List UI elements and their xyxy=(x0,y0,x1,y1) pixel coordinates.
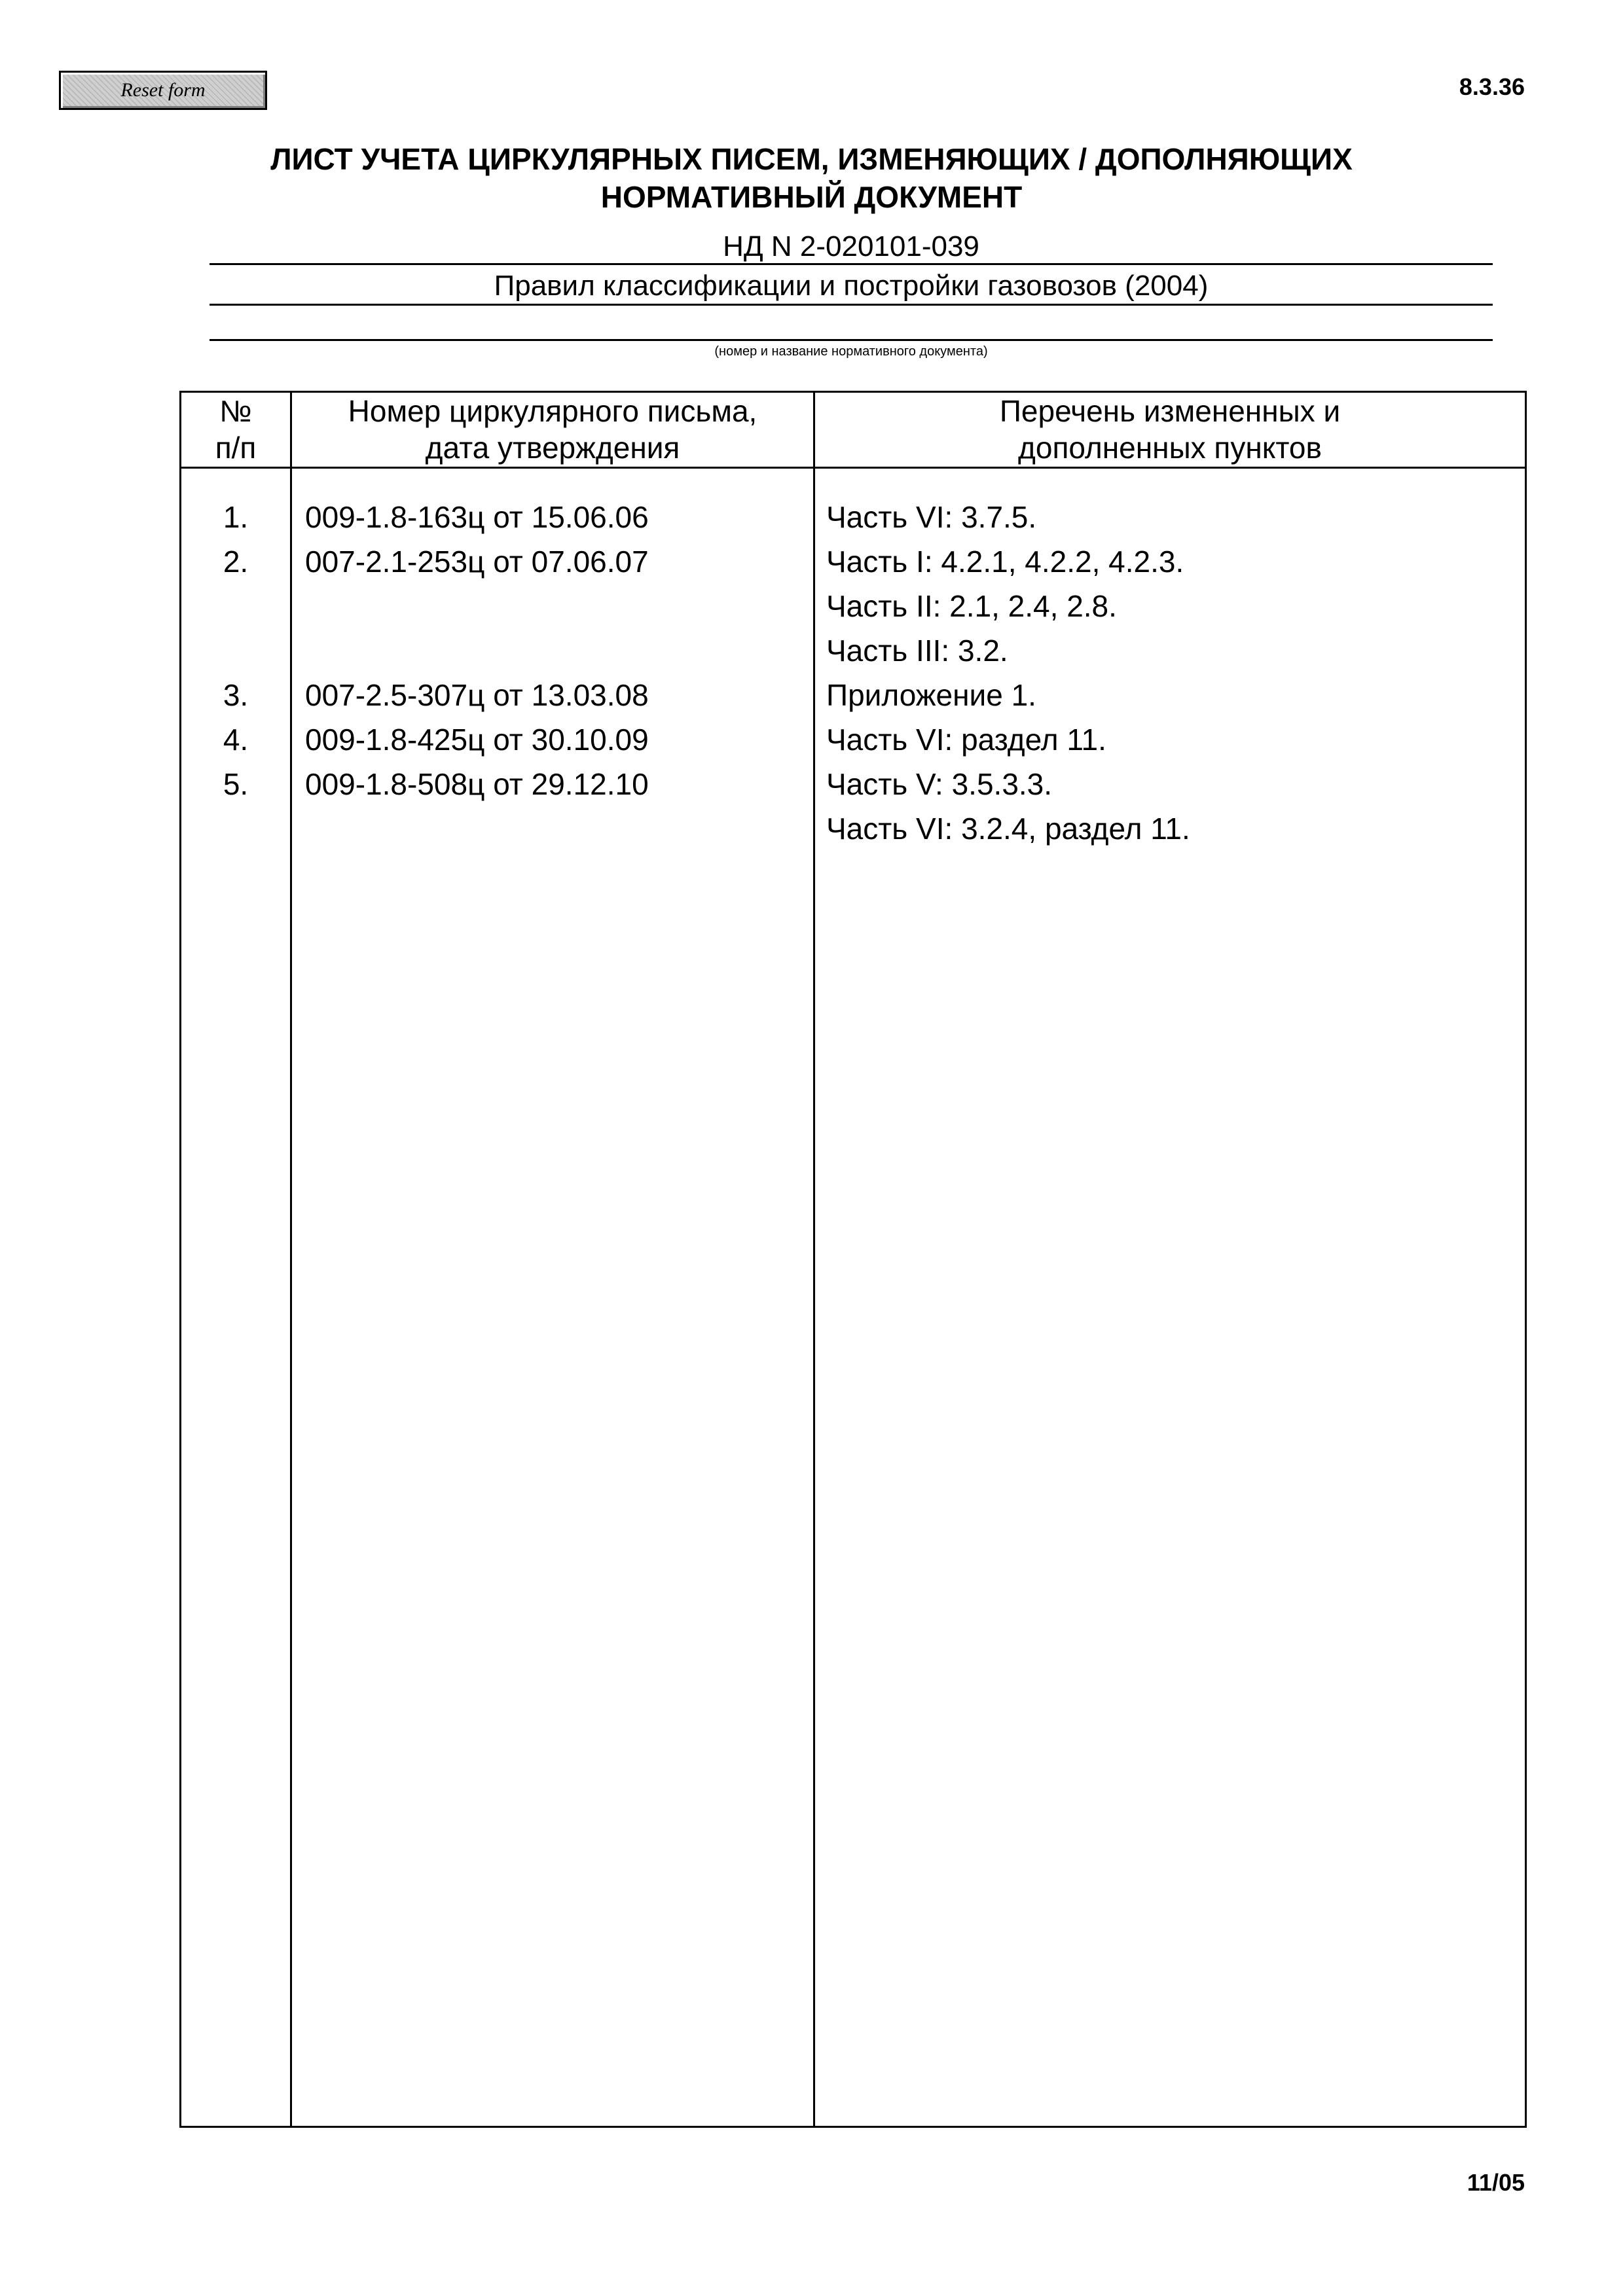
header-text: дополненных пунктов xyxy=(1018,431,1322,465)
underline-rule xyxy=(210,263,1493,265)
row-letter: 007-2.1-253ц от 07.06.07 xyxy=(305,545,649,579)
row-items: Часть VI: 3.7.5. xyxy=(826,500,1037,534)
row-number: 3. xyxy=(223,678,249,712)
row-items: Приложение 1. xyxy=(826,678,1036,712)
document-caption: (номер и название нормативного документа) xyxy=(714,344,988,359)
page-title-line-1: ЛИСТ УЧЕТА ЦИРКУЛЯРНЫХ ПИСЕМ, ИЗМЕНЯЮЩИХ / ДОПОЛНЯЮЩИХ xyxy=(270,142,1353,176)
revision-code: 11/05 xyxy=(1467,2169,1525,2196)
document-number: НД N 2-020101-039 xyxy=(723,230,979,262)
underline-rule xyxy=(210,339,1493,341)
document-name: Правил классификации и постройки газовозов (2004) xyxy=(494,270,1209,302)
row-items: Часть II: 2.1, 2.4, 2.8. xyxy=(826,589,1117,623)
column-divider xyxy=(290,391,292,2128)
header-text: Номер циркулярного письма, xyxy=(348,394,757,428)
column-header-number xyxy=(181,393,290,466)
header-text: п/п xyxy=(215,431,257,465)
row-letter: 007-2.5-307ц от 13.03.08 xyxy=(305,678,649,712)
row-items: Часть III: 3.2. xyxy=(826,634,1008,668)
header-divider xyxy=(179,467,1527,469)
header-text: Перечень измененных и xyxy=(999,394,1341,428)
row-number: 2. xyxy=(223,545,249,579)
row-items: Часть V: 3.5.3.3. xyxy=(826,767,1053,801)
underline-rule xyxy=(210,304,1493,306)
row-items: Часть I: 4.2.1, 4.2.2, 4.2.3. xyxy=(826,545,1184,579)
column-header-items xyxy=(815,393,1525,466)
row-letter: 009-1.8-508ц от 29.12.10 xyxy=(305,767,649,801)
row-items: Часть VI: 3.2.4, раздел 11. xyxy=(826,812,1190,846)
row-number: 4. xyxy=(223,723,249,757)
column-header-letter xyxy=(292,393,813,466)
page-title-line-2: НОРМАТИВНЫЙ ДОКУМЕНТ xyxy=(600,180,1023,214)
header-text: дата утверждения xyxy=(425,431,680,465)
reset-form-button[interactable]: Reset form xyxy=(59,71,267,110)
row-letter: 009-1.8-425ц от 30.10.09 xyxy=(305,723,649,757)
row-number: 1. xyxy=(223,500,249,534)
row-items: Часть VI: раздел 11. xyxy=(826,723,1106,757)
document-code: 8.3.36 xyxy=(1459,73,1525,100)
row-number: 5. xyxy=(223,767,249,801)
header-text: № xyxy=(219,394,252,428)
row-letter: 009-1.8-163ц от 15.06.06 xyxy=(305,500,649,534)
column-divider xyxy=(813,391,815,2128)
